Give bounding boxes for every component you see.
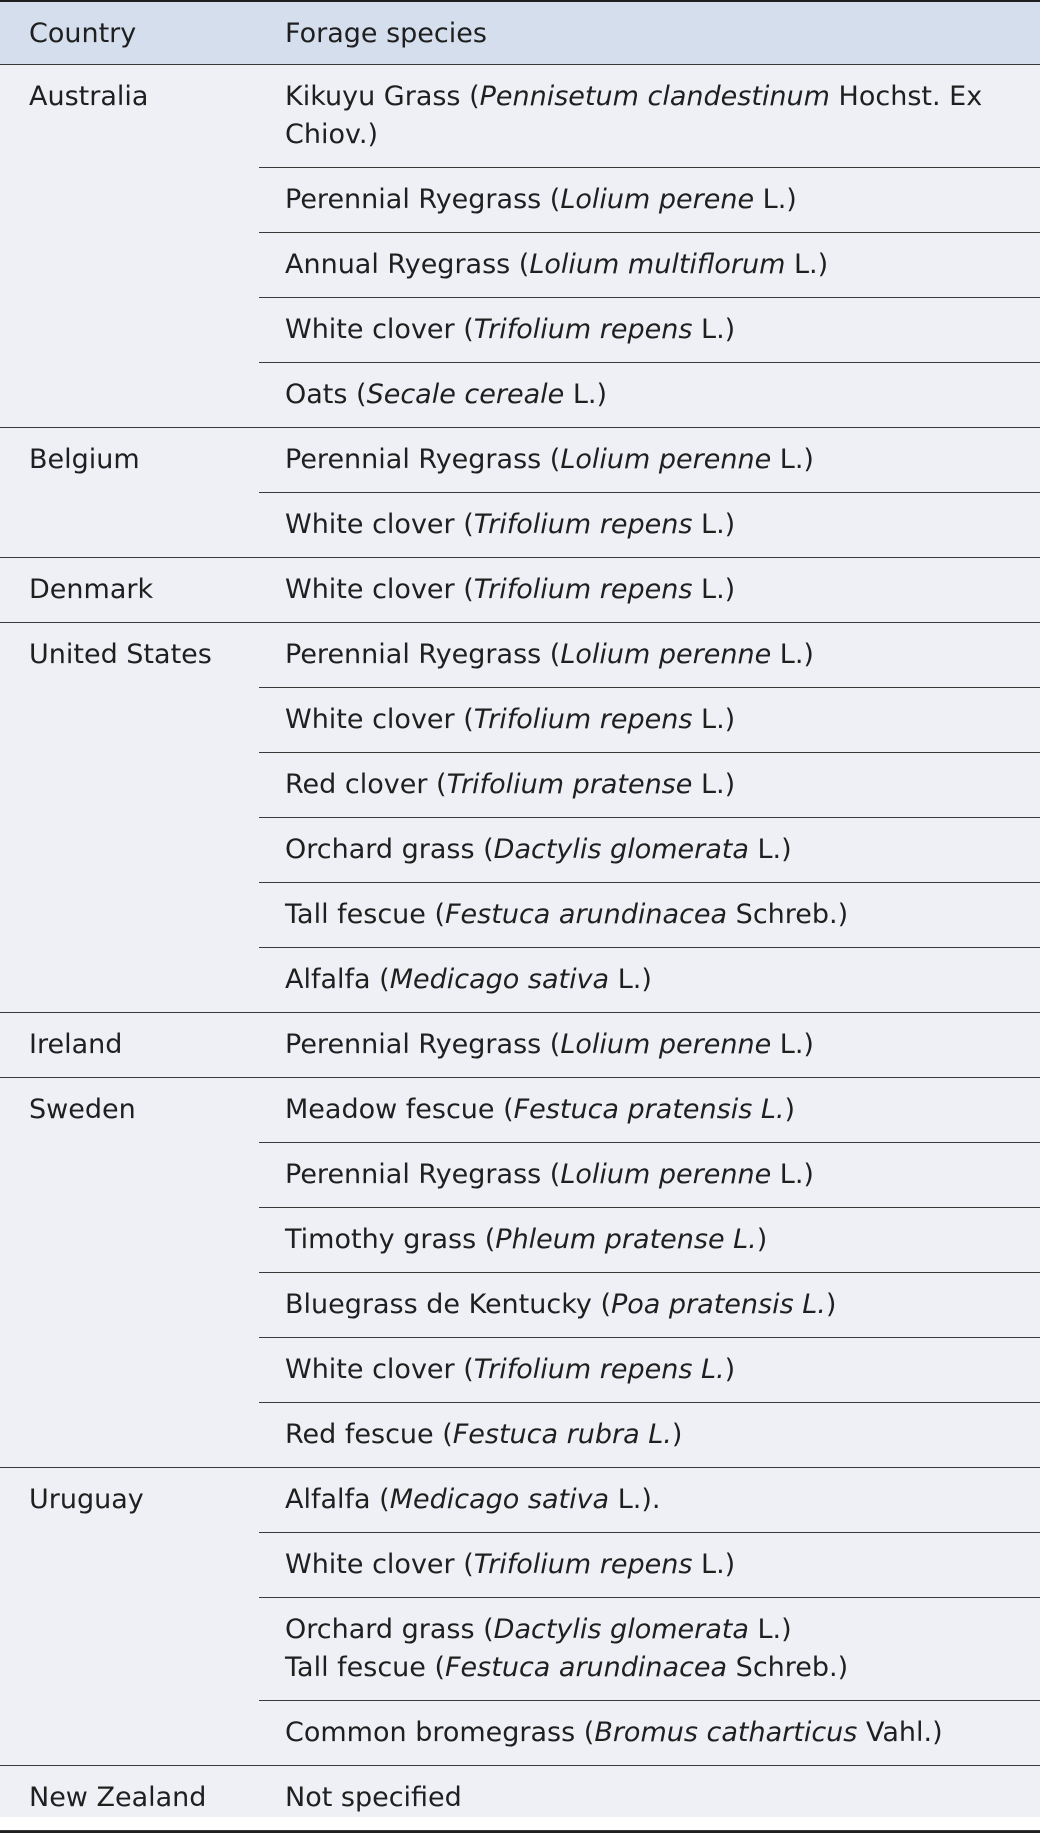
species-text: Orchard grass ( <box>285 1614 494 1645</box>
species-text: L.) <box>692 704 736 735</box>
species-text: Perennial Ryegrass ( <box>285 184 561 215</box>
species-text: Not specified <box>285 1782 462 1813</box>
table-row <box>0 1013 1040 1078</box>
species-text: Perennial Ryegrass ( <box>285 639 561 670</box>
species-text: Schreb.) <box>727 1652 849 1683</box>
scientific-name: Dactylis glomerata <box>493 834 749 865</box>
species-text: Orchard grass ( <box>285 834 494 865</box>
species-cell <box>259 623 1040 688</box>
scientific-name: Lolium perenne <box>560 444 772 475</box>
header-row <box>0 2 1040 65</box>
species-text: L.). <box>609 1484 661 1515</box>
table-row <box>0 558 1040 623</box>
scientific-name: Festuca arundinacea <box>445 899 728 930</box>
species-text: L.) <box>771 444 814 475</box>
table-body <box>0 65 1040 1831</box>
scientific-name: Trifolium repens <box>473 314 693 345</box>
country-column-header: Country <box>0 2 259 65</box>
species-text: Red fescue ( <box>285 1419 453 1450</box>
species-text: L.) <box>754 184 797 215</box>
species-cell <box>259 1273 1040 1338</box>
species-column-header: Forage species <box>259 2 1040 65</box>
species-text: Tall fescue ( <box>285 899 446 930</box>
species-cell <box>259 1338 1040 1403</box>
species-text: L.) <box>771 639 814 670</box>
species-cell <box>259 1766 1040 1831</box>
table-row <box>0 65 1040 168</box>
species-cell <box>259 1208 1040 1273</box>
species-cell <box>259 65 1040 168</box>
scientific-name: Lolium multiflorum <box>529 249 786 280</box>
species-text: L.) <box>692 574 736 605</box>
species-cell <box>259 1078 1040 1143</box>
species-text: ) <box>671 1419 683 1450</box>
species-cell <box>259 688 1040 753</box>
species-text: Annual Ryegrass ( <box>285 249 530 280</box>
country-cell: Sweden <box>0 1078 259 1468</box>
species-text: L.) <box>692 769 736 800</box>
table-header <box>0 2 1040 65</box>
species-text: White clover ( <box>285 574 474 605</box>
species-text: L.) <box>771 1159 814 1190</box>
species-cell <box>259 168 1040 233</box>
species-text: White clover ( <box>285 314 474 345</box>
species-text: L.) <box>692 509 736 540</box>
species-text: L.) <box>785 249 829 280</box>
table-row <box>0 428 1040 493</box>
scientific-name: Dactylis glomerata <box>493 1614 749 1645</box>
scientific-name: Lolium perenne <box>560 1159 772 1190</box>
scientific-name: Trifolium repens <box>473 704 693 735</box>
species-cell <box>259 493 1040 558</box>
species-cell <box>259 1598 1040 1701</box>
species-text: Oats ( <box>285 379 367 410</box>
species-text: L.) <box>771 1029 814 1060</box>
species-cell <box>259 298 1040 363</box>
species-text: Perennial Ryegrass ( <box>285 1159 561 1190</box>
species-text: Red clover ( <box>285 769 447 800</box>
species-cell <box>259 883 1040 948</box>
table-row <box>0 1468 1040 1533</box>
scientific-name: Secale cereale <box>366 379 565 410</box>
scientific-name: Trifolium repens <box>473 509 693 540</box>
scientific-name: Trifolium repens <box>473 574 693 605</box>
species-cell <box>259 948 1040 1013</box>
species-text: Meadow fescue ( <box>285 1094 514 1125</box>
species-cell <box>259 818 1040 883</box>
country-cell: Belgium <box>0 428 259 558</box>
species-cell <box>259 1701 1040 1766</box>
scientific-name: Lolium perene <box>560 184 755 215</box>
scientific-name: Trifolium repens <box>473 1549 693 1580</box>
country-cell: New Zealand <box>0 1766 259 1831</box>
species-text: Timothy grass ( <box>285 1224 496 1255</box>
species-cell <box>259 233 1040 298</box>
scientific-name: Lolium perenne <box>560 1029 772 1060</box>
species-text: ) <box>784 1094 796 1125</box>
scientific-name: Phleum pratense L. <box>495 1224 757 1255</box>
country-cell: Denmark <box>0 558 259 623</box>
species-cell <box>259 1013 1040 1078</box>
species-cell <box>259 558 1040 623</box>
species-text: Alfalfa ( <box>285 1484 390 1515</box>
country-cell: Uruguay <box>0 1468 259 1766</box>
species-text: L.) <box>692 314 736 345</box>
species-text: Perennial Ryegrass ( <box>285 444 561 475</box>
scientific-name: Trifolium repens L. <box>473 1354 725 1385</box>
species-text: Common bromegrass ( <box>285 1717 595 1748</box>
species-text: Bluegrass de Kentucky ( <box>285 1289 611 1320</box>
scientific-name: Poa pratensis L. <box>610 1289 826 1320</box>
country-cell: Australia <box>0 65 259 428</box>
table-row <box>0 1766 1040 1831</box>
species-text: ) <box>825 1289 837 1320</box>
country-cell: United States <box>0 623 259 1013</box>
scientific-name: Medicago sativa <box>389 964 610 995</box>
species-text: ) <box>724 1354 736 1385</box>
scientific-name: Lolium perenne <box>560 639 772 670</box>
species-text: White clover ( <box>285 704 474 735</box>
scientific-name: Bromus catharticus <box>594 1717 858 1748</box>
species-text: Hochst. Ex Chiov.) <box>285 81 983 150</box>
species-text: Vahl.) <box>857 1717 943 1748</box>
species-cell <box>259 1533 1040 1598</box>
scientific-name: Trifolium pratense <box>446 769 693 800</box>
scientific-name: Festuca rubra L. <box>452 1419 672 1450</box>
species-text: L.) <box>609 964 652 995</box>
species-text: White clover ( <box>285 1549 474 1580</box>
species-text: Tall fescue ( <box>285 1652 446 1683</box>
species-cell <box>259 363 1040 428</box>
species-text: Alfalfa ( <box>285 964 390 995</box>
species-text: L.) <box>692 1549 736 1580</box>
species-text: Perennial Ryegrass ( <box>285 1029 561 1060</box>
species-cell <box>259 428 1040 493</box>
species-cell <box>259 1403 1040 1468</box>
scientific-name: Pennisetum clandestinum <box>479 81 830 112</box>
species-text: White clover ( <box>285 509 474 540</box>
country-cell: Ireland <box>0 1013 259 1078</box>
species-cell <box>259 1143 1040 1208</box>
species-cell <box>259 1468 1040 1533</box>
table-row <box>0 623 1040 688</box>
species-cell <box>259 753 1040 818</box>
scientific-name: Medicago sativa <box>389 1484 610 1515</box>
species-text: L.) <box>748 834 792 865</box>
species-text: White clover ( <box>285 1354 474 1385</box>
forage-species-table <box>0 2 1040 1831</box>
species-text: Schreb.) <box>727 899 849 930</box>
table-row <box>0 1078 1040 1143</box>
species-text: L.) <box>748 1614 792 1645</box>
scientific-name: Festuca arundinacea <box>445 1652 728 1683</box>
species-text: Kikuyu Grass ( <box>285 81 480 112</box>
scientific-name: Festuca pratensis L. <box>513 1094 785 1125</box>
species-text: L.) <box>564 379 607 410</box>
species-text: ) <box>756 1224 768 1255</box>
